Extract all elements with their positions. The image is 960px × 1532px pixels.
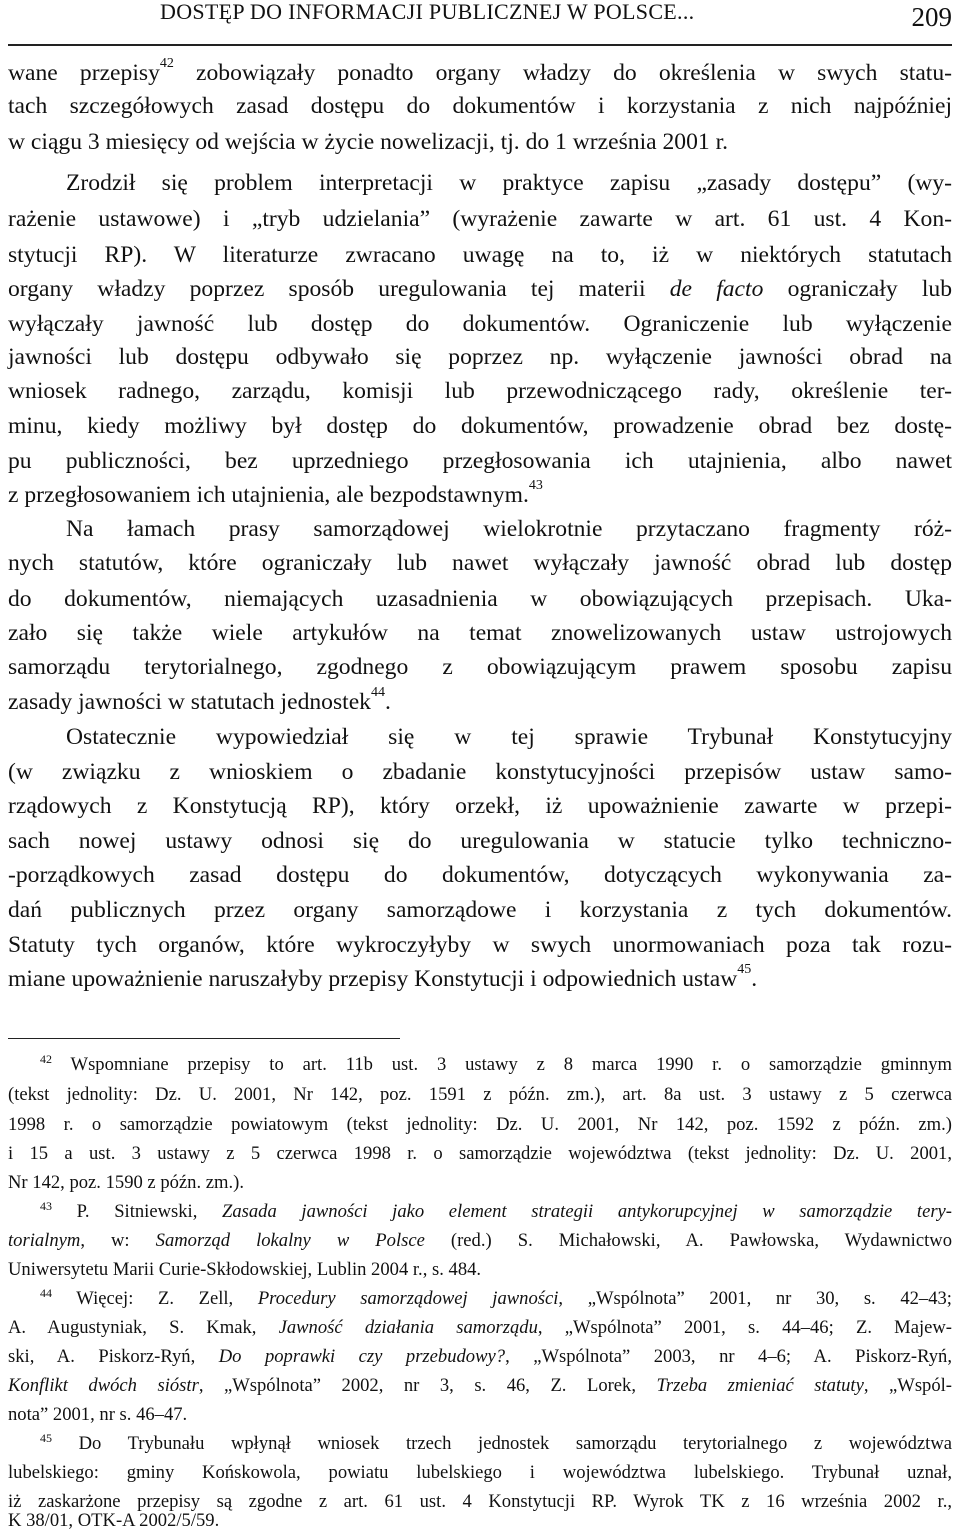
text-line: -porządkowych zasad dostępu do dokumentów, dotyczących wykonywania za- [8,862,952,888]
footnote-43: $^{43}$ P. Sitniewski, Zasada jawności jako element strategii antykorupcyjnej w samorządzie tery- [40,1199,953,1222]
text-line: rażenie ustawowe) i „tryb udzielania” (wyrażenie zawarte w art. 61 ust. 4 Kon- [8,206,952,232]
running-header [8,0,952,46]
text-line: Statuty tych organów, które wykroczyłyby w swych unormowaniach poza tak rozu- [8,932,952,958]
text-line: wyłączały jawność lub dostęp do dokumentów. Ograniczenie lub wyłączenie [8,311,952,337]
text-line: zasady jawności w statutach jednostek$^{44}$. [8,685,391,715]
text-line: sach nowej ustawy odnosi się do uregulowania w statucie tylko techniczno- [8,828,952,854]
text-line: do dokumentów, niemających uzasadnienia w obowiązujących przepisach. Uka- [8,586,952,612]
footnote-ref: 44 [370,685,385,700]
text-line: organy władzy poprzez sposób uregulowania tej materii de facto ograniczały lub [8,276,952,302]
text-line: minu, kiedy możliwy był dostęp do dokumentów, prowadzenie obrad bez dostę- [8,413,952,439]
text-line: Na łamach prasy samorządowej wielokrotnie przytaczano fragmenty róż- [66,516,952,542]
footnote-line: Nr 142, poz. 1590 z późn. zm.). [8,1172,244,1193]
footnote-line: torialnym, w: Samorząd lokalny w Polsce (red.) S. Michałowski, A. Pawłowska, Wydawnictwo [8,1230,952,1251]
footnote-42: $^{42}$ Wspomniane przepisy to art. 11b ust. 3 ustawy z 8 marca 1990 r. o samorządzie gminnym [40,1052,952,1075]
text-line: jawności lub dostępu odbywało się poprzez np. wyłączenie jawności obrad na [8,344,952,370]
text-line: rządowych z Konstytucją RP), który orzekł, iż upoważnienie zawarte w przepi- [8,793,952,819]
text-line: pu publiczności, bez uprzedniego przegłosowania ich utajnienia, albo nawet [8,448,952,474]
footnote-line: ski, A. Piskorz-Ryń, Do poprawki czy przebudowy?, „Wspólnota” 2003, nr 4–6; A. Piskorz-Ryń, [8,1346,952,1367]
page-number: 209 [911,2,952,32]
text-line: Zrodził się problem interpretacji w praktyce zapisu „zasady dostępu” (wy- [66,170,952,196]
footnote-line: K 38/01, OTK-A 2002/5/59. [8,1510,220,1531]
text-line: dań publicznych przez organy samorządowe i korzystania z tych dokumentów. [8,897,952,923]
footnote-ref: 42 [159,56,174,71]
running-title: DOSTĘP DO INFORMACJI PUBLICZNEJ W POLSCE... [160,0,695,24]
text-line: zało się także wiele artykułów na temat znowelizowanych ustaw ustrojowych [8,620,952,646]
text-line: wane przepisy$^{42}$ zobowiązały ponadto organy władzy do określenia w swych statu- [8,56,953,86]
text-line: (w związku z wnioskiem o zbadanie konstytucyjności przepisów ustaw samo- [8,759,952,785]
footnote-44: $^{44}$ Więcej: Z. Zell, Procedury samorządowej jawności, „Wspólnota” 2001, nr 30, s. 42–43; [40,1286,952,1309]
footnote-45: $^{45}$ Do Trybunału wpłynął wniosek trzech jednostek samorządu terytorialnego z województwa [40,1431,952,1454]
footnote-ref: 45 [737,962,752,977]
footnote-line: i 15 a ust. 3 ustawy z 5 czerwca 1998 r. o samorządzie województwa (tekst jednolity: Dz. U. 2001, [8,1143,952,1164]
text-line: w ciągu 3 miesięcy od wejścia w życie nowelizacji, tj. do 1 września 2001 r. [8,129,729,155]
footnote-line: Konflikt dwóch sióstr, „Wspólnota” 2002, nr 3, s. 46, Z. Lorek, Trzeba zmieniać statuty, „Wspól- [8,1375,953,1396]
text-line: stytucji RP). W literaturze zwracano uwagę na to, iż w niektórych statutach [8,242,952,268]
text-line: z przegłosowaniem ich utajnienia, ale bezpodstawnym.$^{43}$ [8,478,543,508]
footnote-ref: 43 [528,478,543,493]
footnote-line: lubelskiego: gminy Końskowola, powiatu lubelskiego i województwa lubelskiego. Trybunał uznał, [8,1462,952,1483]
text-line: nych statutów, które ograniczały lub nawet wyłączały jawność obrad lub dostęp [8,550,952,576]
text-line: Ostatecznie wypowiedział się w tej sprawie Trybunał Konstytucyjny [66,724,952,750]
text-line: tach szczegółowych zasad dostępu do dokumentów i korzystania z nich najpóźniej [8,93,952,119]
footnote-line: A. Augustyniak, S. Kmak, Jawność działania samorządu, „Wspólnota” 2001, s. 44–46; Z. Majew- [8,1317,952,1338]
footnote-line: Uniwersytetu Marii Curie-Skłodowskiej, Lublin 2004 r., s. 484. [8,1259,482,1280]
footnote-separator [8,1038,400,1039]
text-line: miane upoważnienie naruszałyby przepisy Konstytucji i odpowiednich ustaw$^{45}$. [8,962,758,992]
text-line: wniosek radnego, zarządu, komisji lub przewodniczącego rady, określenie ter- [8,378,952,404]
footnote-line: iż zaskarżone przepisy są zgodne z art. 61 ust. 4 Konstytucji RP. Wyrok TK z 16 września 2002 r., [8,1491,952,1512]
footnote-line: (tekst jednolity: Dz. U. 2001, Nr 142, poz. 1591 z późn. zm.), art. 8a ust. 3 ustawy z 5 czerwca [8,1084,952,1105]
text-line: samorządu terytorialnego, zgodnego z obowiązującym prawem sposobu zapisu [8,654,952,680]
footnote-line: 1998 r. o samorządzie powiatowym (tekst jednolity: Dz. U. 2001, Nr 142, poz. 1592 z późn. zm.) [8,1114,952,1135]
footnote-line: nota” 2001, nr s. 46–47. [8,1404,188,1425]
